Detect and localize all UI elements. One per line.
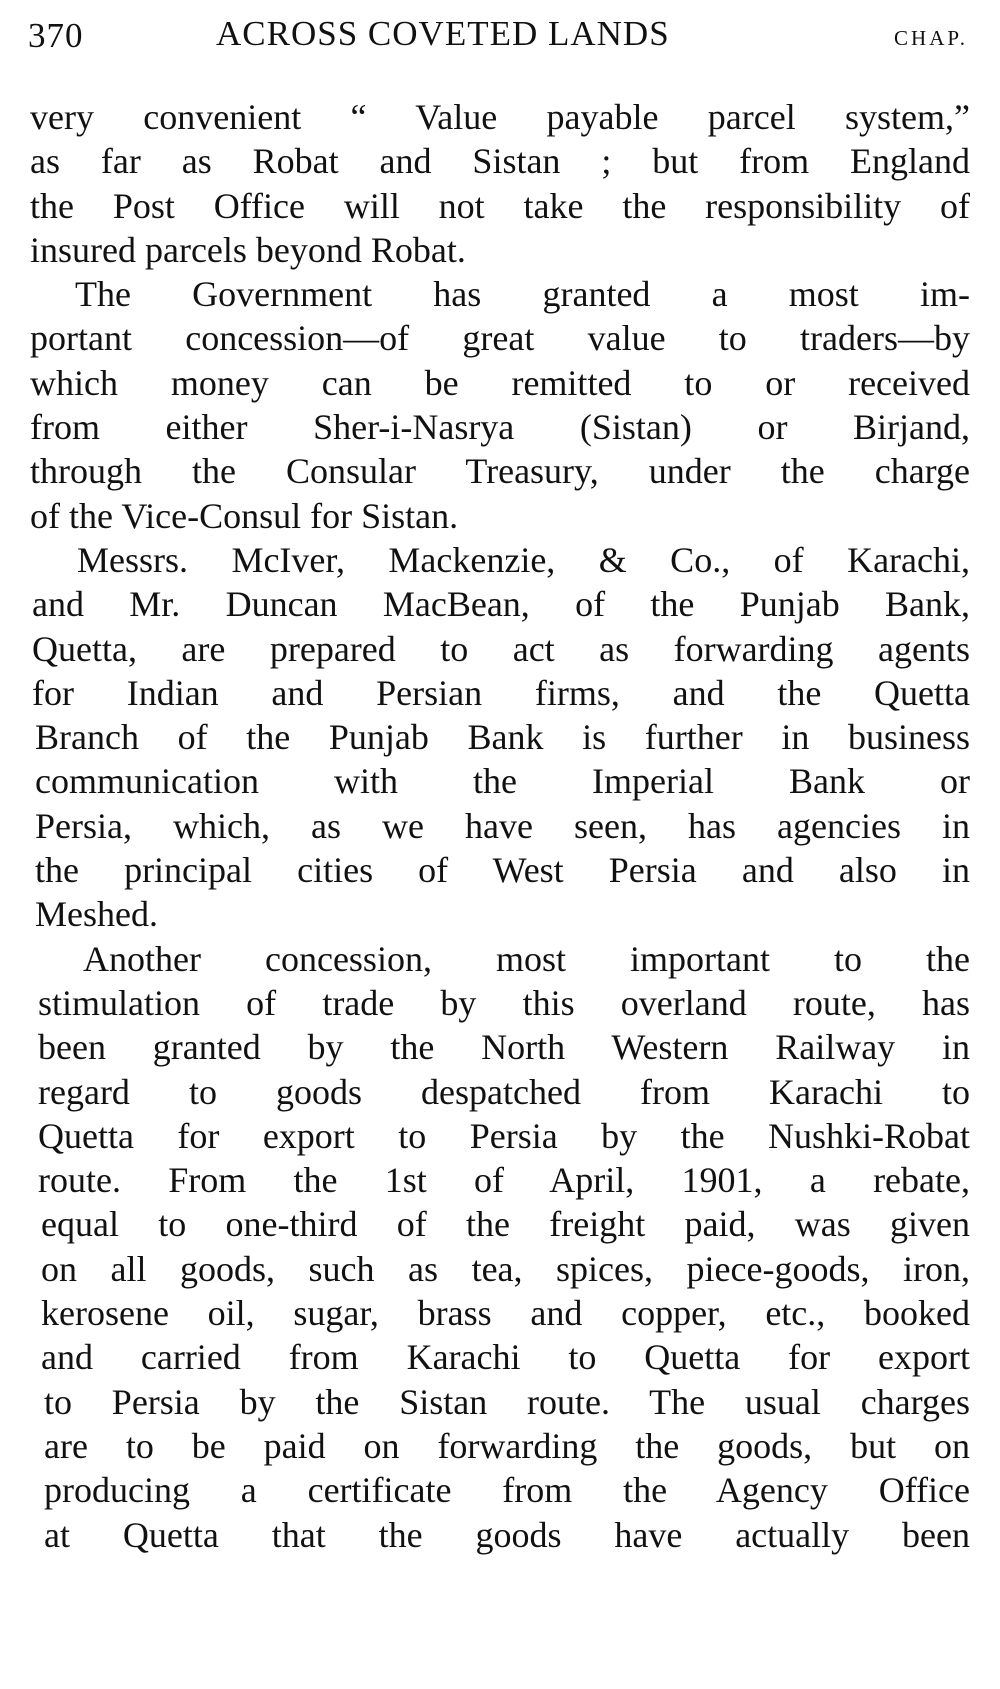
text-line: Persia, which, as we have seen, has agencies in xyxy=(35,805,970,846)
text-line: from either Sher-i-Nasrya (Sistan) or Birjand, xyxy=(30,407,970,448)
text-line: at Quetta that the goods have actually been xyxy=(44,1514,970,1555)
text-line: the principal cities of West Persia and also in xyxy=(35,850,970,891)
page-number: 370 xyxy=(28,16,84,55)
text-line: and carried from Karachi to Quetta for export xyxy=(41,1337,970,1378)
text-line: which money can be remitted to or received xyxy=(30,362,970,403)
text-line: equal to one-third of the freight paid, was given xyxy=(41,1204,970,1245)
text-line: Another concession, most important to the xyxy=(83,938,970,979)
text-line: and Mr. Duncan MacBean, of the Punjab Bank, xyxy=(32,584,970,625)
paragraph-3 xyxy=(30,538,970,937)
text-line: producing a certificate from the Agency Office xyxy=(44,1470,970,1511)
text-line: to Persia by the Sistan route. The usual charges xyxy=(44,1381,970,1422)
text-line: on all goods, such as tea, spices, piece-goods, iron, xyxy=(41,1248,970,1289)
body-text xyxy=(30,95,970,1557)
text-line: Quetta, are prepared to act as forwarding agents xyxy=(32,628,970,669)
text-line: the Post Office will not take the responsibility of xyxy=(30,185,970,226)
text-line: for Indian and Persian firms, and the Quetta xyxy=(32,672,970,713)
chapter-label: CHAP. xyxy=(894,26,968,50)
paragraph-1 xyxy=(30,95,970,272)
text-line: portant concession—of great value to traders—by xyxy=(30,318,970,359)
page-header xyxy=(28,14,968,70)
text-line: as far as Robat and Sistan ; but from England xyxy=(30,141,970,182)
text-line: are to be paid on forwarding the goods, but on xyxy=(44,1425,970,1466)
text-line: stimulation of trade by this overland route, has xyxy=(38,982,970,1023)
text-line: regard to goods despatched from Karachi to xyxy=(38,1071,970,1112)
running-title: ACROSS COVETED LANDS xyxy=(216,14,670,53)
text-line: been granted by the North Western Railway in xyxy=(38,1027,970,1068)
text-line: communication with the Imperial Bank or xyxy=(35,761,970,802)
text-line: of the Vice-Consul for Sistan. xyxy=(30,495,459,536)
text-line: very convenient “ Value payable parcel system,” xyxy=(30,97,970,137)
text-line: kerosene oil, sugar, brass and copper, etc., booked xyxy=(41,1293,970,1334)
paragraph-4 xyxy=(30,937,970,1557)
text-line: Branch of the Punjab Bank is further in business xyxy=(35,717,970,758)
text-line: through the Consular Treasury, under the charge xyxy=(30,451,970,492)
text-line: Quetta for export to Persia by the Nushki-Robat xyxy=(38,1115,970,1156)
text-line: The Government has granted a most im- xyxy=(75,274,970,315)
text-line: insured parcels beyond Robat. xyxy=(30,229,466,270)
text-line: route. From the 1st of April, 1901, a rebate, xyxy=(38,1160,970,1201)
text-line: Messrs. McIver, Mackenzie, & Co., of Karachi, xyxy=(77,539,970,580)
paragraph-2 xyxy=(30,272,970,538)
text-line: Meshed. xyxy=(35,894,158,935)
